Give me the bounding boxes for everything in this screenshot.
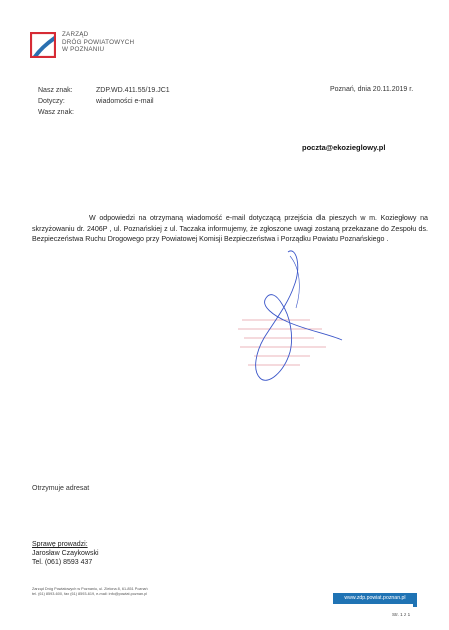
badge-tab [413, 603, 417, 607]
footer-address [32, 587, 148, 597]
signature-stamp-icon [230, 248, 350, 388]
logo-line-3: W POZNANIU [62, 46, 105, 54]
addressee-email: poczta@ekozieglowy.pl [302, 143, 386, 152]
website-badge: www.zdp.powiat.poznan.pl [333, 593, 417, 604]
handler-phone: Tel. (061) 8593 437 [32, 559, 93, 566]
our-reference-value: ZDP.WD.411.55/19.JC1 [96, 87, 170, 94]
recipient-note: Otrzymuje adresat [32, 485, 90, 492]
institution-name [62, 31, 134, 54]
subject-value: wiadomości e-mail [96, 98, 154, 105]
zdp-logo-icon [30, 32, 56, 58]
handler-name: Jarosław Czaykowski [32, 550, 99, 557]
logo-line-2: DRÓG POWIATOWYCH [62, 38, 135, 46]
letter-date: Poznań, dnia 20.11.2019 r. [330, 86, 414, 93]
letter-body: W odpowiedzi na otrzymaną wiadomość e-mail dotyczącą przejścia dla pieszych w m. Koziegłowy na skrzyżowaniu dr. 2406P , ul. Poznańskiej z ul. Taczaka informujemy, że zgłoszone uwagi zostaną przekazane do Zespołu ds. Bezpieczeństwa Ruchu Drogowego przy Powiatowej Komisji Bezpieczeństwa i Porządku Powiatu Poznańskiego . [32, 214, 428, 244]
logo-line-1: ZARZĄD [62, 31, 89, 38]
footer-contact-line: tel. (61) 8593-600, fax (61) 8593-619, e-mail: info@powiat.poznan.pl [32, 592, 148, 596]
subject-label: Dotyczy: [38, 98, 65, 105]
page-number: Str. 1 z 1 [392, 612, 411, 617]
our-reference-label: Nasz znak: [38, 87, 73, 94]
handler-title: Sprawę prowadzi: [32, 541, 88, 548]
your-reference-label: Wasz znak: [38, 109, 74, 116]
footer-address-line: Zarząd Dróg Powiatowych w Poznaniu, ul. Zielona 8, 61-851 Poznań [32, 587, 148, 591]
